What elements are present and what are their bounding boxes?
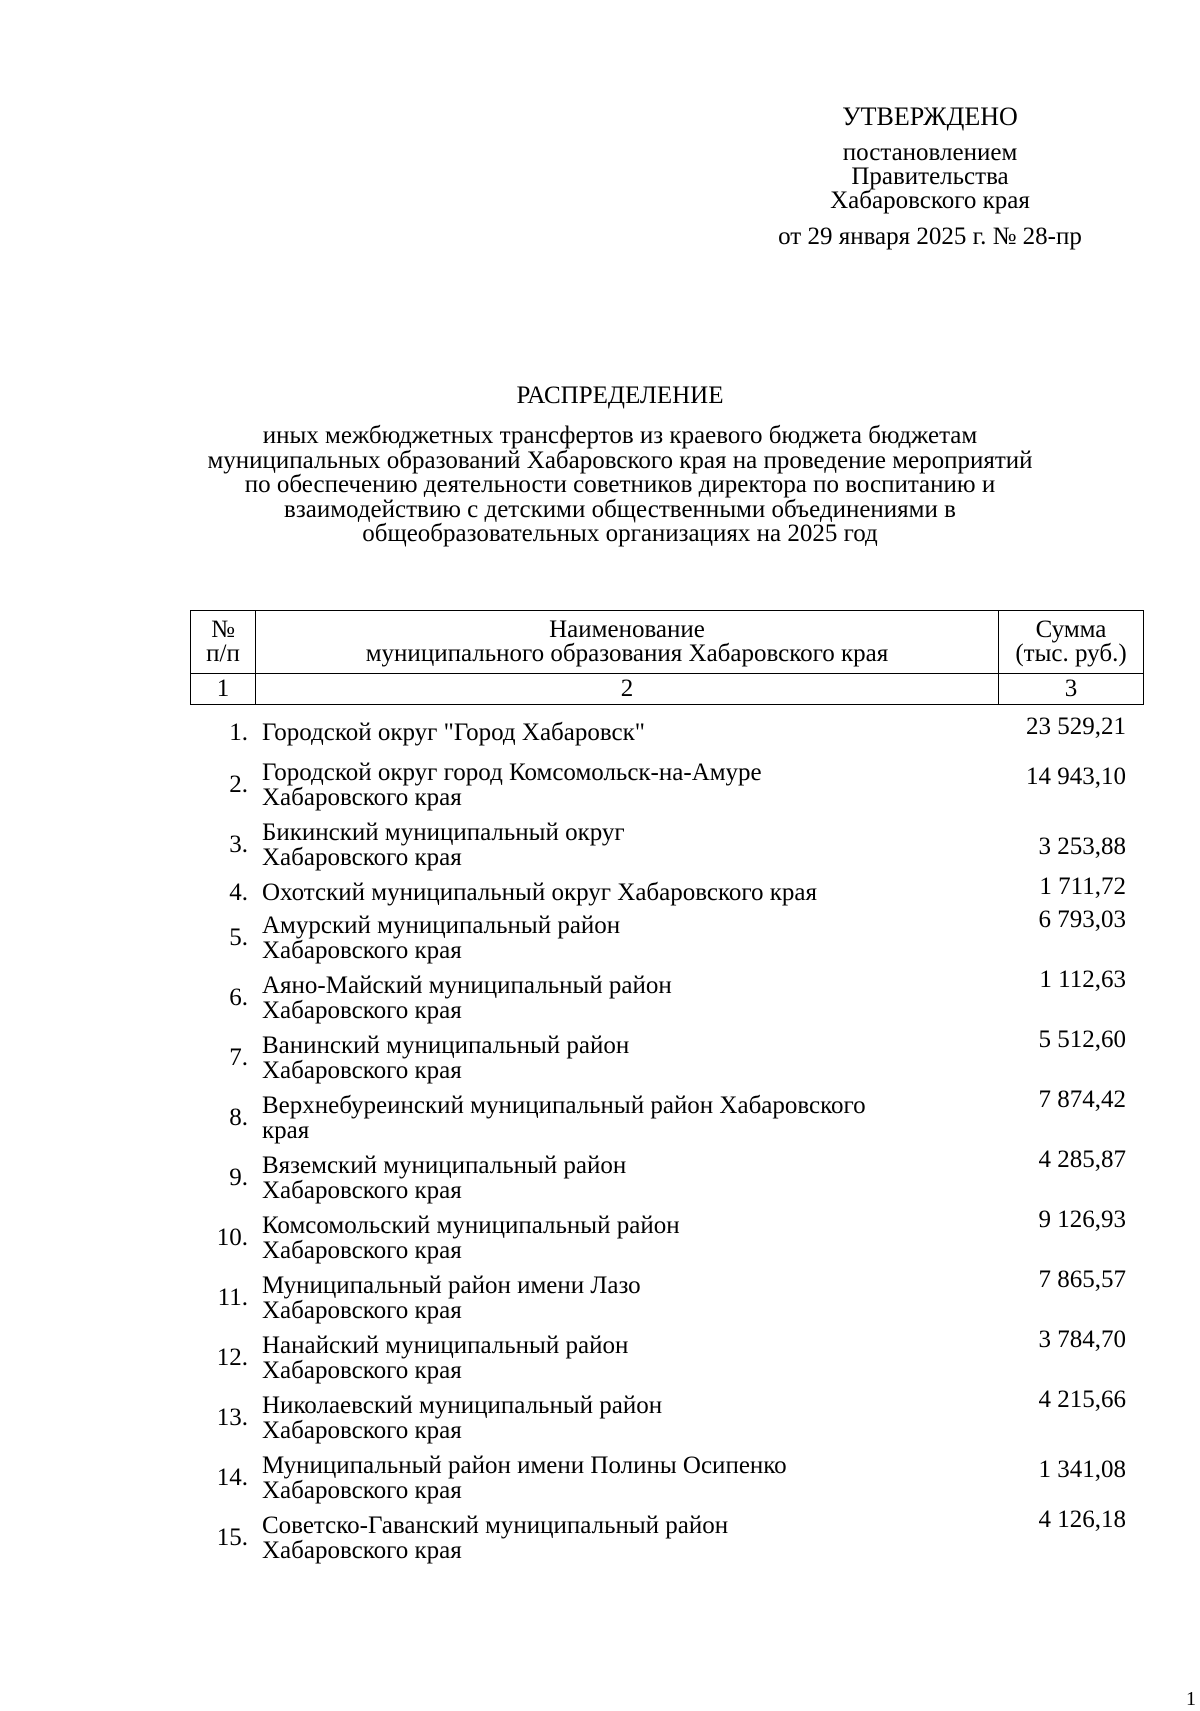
approval-date: от 29 января 2025 г. № 28-пр bbox=[778, 223, 1082, 250]
header-num: № п/п bbox=[191, 611, 256, 674]
header-sum: Сумма (тыс. руб.) bbox=[999, 611, 1144, 674]
row-number: 3. bbox=[229, 831, 248, 858]
row-name-line: Хабаровского края bbox=[262, 1297, 462, 1324]
approval-stamp: УТВЕРЖДЕНО bbox=[842, 102, 1018, 131]
row-name-line: Муниципальный район имени Лазо bbox=[262, 1272, 641, 1299]
row-name-line: Ванинский муниципальный район bbox=[262, 1032, 630, 1059]
row-name bbox=[262, 973, 982, 1023]
row-amount: 4 285,87 bbox=[1038, 1146, 1126, 1173]
row-name-line: Хабаровского края bbox=[262, 1477, 462, 1504]
row-amount: 1 711,72 bbox=[1039, 873, 1126, 900]
row-number: 1. bbox=[229, 719, 248, 746]
column-number-row bbox=[191, 674, 1144, 705]
row-name-line: Хабаровского края bbox=[262, 1357, 462, 1384]
row-name-line: Городской округ город Комсомольск-на-Амуре bbox=[262, 759, 762, 786]
document-title: РАСПРЕДЕЛЕНИЕ bbox=[516, 382, 724, 409]
header-name: Наименование муниципального образования Хабаровского края bbox=[256, 611, 999, 674]
row-name-line: Муниципальный район имени Полины Осипенко bbox=[262, 1452, 787, 1479]
row-name-line: Хабаровского края bbox=[262, 937, 462, 964]
document-subtitle bbox=[160, 424, 1080, 547]
row-name bbox=[262, 820, 982, 870]
row-name-line: Советско-Гаванский муниципальный район bbox=[262, 1512, 729, 1539]
row-name bbox=[262, 1333, 982, 1383]
row-name-line: Хабаровского края bbox=[262, 1417, 462, 1444]
row-name-line: Бикинский муниципальный округ bbox=[262, 819, 625, 846]
row-name-line: Хабаровского края bbox=[262, 1237, 462, 1264]
row-name-line: Хабаровского края bbox=[262, 1177, 462, 1204]
header-row bbox=[191, 611, 1144, 674]
row-name-line: Городской округ "Город Хабаровск" bbox=[262, 719, 645, 746]
row-amount: 4 215,66 bbox=[1038, 1386, 1126, 1413]
row-name bbox=[262, 1153, 982, 1203]
row-number: 8. bbox=[229, 1104, 248, 1131]
row-number: 9. bbox=[229, 1164, 248, 1191]
table-header bbox=[190, 610, 1144, 705]
approval-line: Правительства bbox=[851, 163, 1009, 190]
approval-line: Хабаровского края bbox=[830, 187, 1030, 214]
row-name bbox=[262, 913, 982, 963]
row-amount: 1 112,63 bbox=[1039, 966, 1126, 993]
row-name bbox=[262, 1273, 982, 1323]
subtitle-line: общеобразовательных организациях на 2025 год bbox=[362, 520, 878, 547]
row-name-line: Охотский муниципальный округ Хабаровского края bbox=[262, 879, 818, 906]
subtitle-line: иных межбюджетных трансфертов из краевого бюджета бюджетам bbox=[262, 422, 978, 449]
row-name bbox=[262, 1393, 982, 1443]
row-amount: 23 529,21 bbox=[1026, 713, 1126, 740]
row-name bbox=[262, 1453, 982, 1503]
row-number: 7. bbox=[229, 1044, 248, 1071]
row-amount: 9 126,93 bbox=[1038, 1206, 1126, 1233]
row-name-line: края bbox=[262, 1117, 310, 1144]
row-name bbox=[262, 1513, 982, 1563]
row-name-line: Нанайский муниципальный район bbox=[262, 1332, 629, 1359]
row-name-line: Хабаровского края bbox=[262, 784, 462, 811]
approval-block bbox=[740, 102, 1120, 250]
row-amount: 3 253,88 bbox=[1038, 833, 1126, 860]
row-name-line: Хабаровского края bbox=[262, 997, 462, 1024]
row-name bbox=[262, 1033, 982, 1083]
row-amount: 1 341,08 bbox=[1038, 1456, 1126, 1483]
column-number: 3 bbox=[999, 674, 1144, 705]
row-name-line: Амурский муниципальный район bbox=[262, 912, 621, 939]
row-number: 4. bbox=[229, 879, 248, 906]
row-amount: 4 126,18 bbox=[1038, 1506, 1126, 1533]
row-number: 10. bbox=[216, 1224, 248, 1251]
row-name bbox=[262, 880, 982, 905]
subtitle-line: муниципальных образований Хабаровского края на проведение мероприятий bbox=[207, 446, 1033, 474]
row-number: 13. bbox=[216, 1404, 248, 1431]
row-number: 15. bbox=[216, 1524, 248, 1551]
row-name bbox=[262, 1213, 982, 1263]
row-name bbox=[262, 760, 982, 810]
subtitle-line: взаимодействию с детскими общественными объединениями в bbox=[284, 495, 956, 523]
row-name bbox=[262, 720, 982, 745]
row-name-line: Николаевский муниципальный район bbox=[262, 1392, 663, 1419]
row-name bbox=[262, 1093, 982, 1143]
row-number: 14. bbox=[216, 1464, 248, 1491]
row-name-line: Хабаровского края bbox=[262, 1537, 462, 1564]
row-name-line: Хабаровского края bbox=[262, 844, 462, 871]
row-amount: 5 512,60 bbox=[1038, 1026, 1126, 1053]
row-name-line: Хабаровского края bbox=[262, 1057, 462, 1084]
row-number: 11. bbox=[217, 1284, 248, 1311]
row-name-line: Комсомольский муниципальный район bbox=[262, 1212, 680, 1239]
row-number: 12. bbox=[216, 1344, 248, 1371]
row-name-line: Аяно-Майский муниципальный район bbox=[262, 972, 672, 999]
row-amount: 6 793,03 bbox=[1038, 906, 1126, 933]
approval-line: постановлением bbox=[842, 139, 1018, 166]
row-amount: 7 874,42 bbox=[1038, 1086, 1126, 1113]
row-number: 2. bbox=[229, 771, 248, 798]
row-number: 6. bbox=[229, 984, 248, 1011]
row-name-line: Верхнебуреинский муниципальный район Хабаровского bbox=[262, 1092, 866, 1119]
row-amount: 7 865,57 bbox=[1038, 1266, 1126, 1293]
row-name-line: Вяземский муниципальный район bbox=[262, 1152, 627, 1179]
subtitle-line: по обеспечению деятельности советников директора по воспитанию и bbox=[244, 471, 996, 498]
column-number: 1 bbox=[191, 674, 256, 705]
column-number: 2 bbox=[256, 674, 999, 705]
row-amount: 3 784,70 bbox=[1038, 1326, 1126, 1353]
row-amount: 14 943,10 bbox=[1026, 763, 1126, 790]
row-number: 5. bbox=[229, 924, 248, 951]
page-number: 1 bbox=[1186, 1688, 1196, 1710]
